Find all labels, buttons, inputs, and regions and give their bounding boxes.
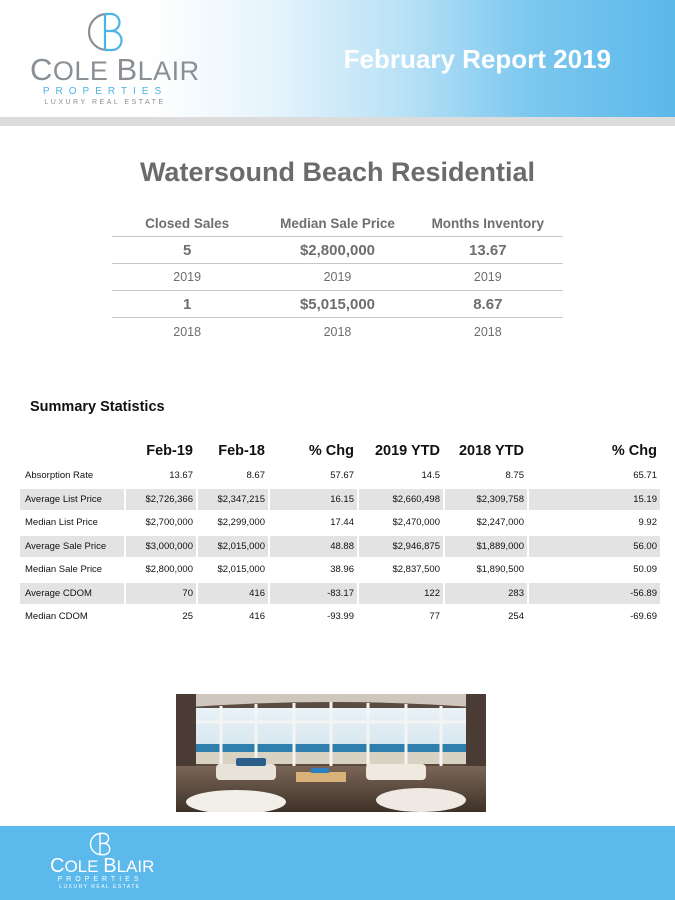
table-row bbox=[20, 558, 670, 582]
table-cell: 77 bbox=[429, 611, 440, 623]
row-label: Average CDOM bbox=[20, 583, 124, 604]
page-title: Watersound Beach Residential bbox=[139, 157, 536, 187]
table-row bbox=[20, 488, 670, 512]
kpi-value: 5 bbox=[182, 241, 192, 259]
summary-table bbox=[20, 438, 670, 629]
table-cell: 56.00 bbox=[529, 536, 660, 557]
page-footer bbox=[0, 826, 675, 900]
kpi-value-row bbox=[112, 237, 563, 264]
column-header: % Chg bbox=[308, 443, 354, 459]
kpi-value: $2,800,000 bbox=[299, 241, 376, 259]
kpi-year: 2019 bbox=[173, 270, 202, 284]
table-cell: 416 bbox=[249, 611, 265, 623]
table-cell: 283 bbox=[445, 583, 527, 604]
table-cell: 122 bbox=[359, 583, 443, 604]
kpi-value-row bbox=[112, 291, 563, 318]
row-label: Median CDOM bbox=[25, 611, 88, 623]
row-label: Absorption Rate bbox=[25, 470, 94, 482]
table-cell: $2,015,000 bbox=[217, 564, 265, 576]
table-cell: 8.75 bbox=[505, 470, 524, 482]
table-cell: -56.89 bbox=[529, 583, 660, 604]
kpi-year: 2019 bbox=[323, 270, 352, 284]
cb-monogram-icon bbox=[85, 10, 125, 54]
table-cell: 65.71 bbox=[633, 470, 657, 482]
kpi-header: Months Inventory bbox=[431, 215, 545, 231]
kpi-header: Median Sale Price bbox=[280, 215, 395, 231]
table-cell: $2,247,000 bbox=[476, 517, 524, 529]
table-cell: $2,800,000 bbox=[145, 564, 193, 576]
cb-monogram-icon bbox=[88, 831, 112, 857]
kpi-value: 8.67 bbox=[473, 295, 503, 313]
brand-tagline: LUXURY REAL ESTATE bbox=[44, 99, 166, 106]
table-cell: 17.44 bbox=[330, 517, 354, 529]
column-header: % Chg bbox=[611, 443, 657, 459]
table-cell: $2,470,000 bbox=[392, 517, 440, 529]
summary-header-row bbox=[20, 438, 670, 464]
kpi-year: 2019 bbox=[473, 270, 502, 284]
report-header bbox=[0, 0, 675, 117]
row-label: Median List Price bbox=[25, 517, 98, 529]
column-header: 2018 YTD bbox=[458, 443, 524, 459]
kpi-year-row bbox=[112, 264, 563, 291]
column-header: Feb-19 bbox=[146, 443, 193, 459]
table-cell: 9.92 bbox=[638, 517, 657, 529]
brand-logo bbox=[30, 10, 200, 110]
table-row bbox=[20, 582, 670, 606]
kpi-year: 2018 bbox=[323, 324, 352, 339]
table-cell: 254 bbox=[508, 611, 524, 623]
header-divider bbox=[0, 117, 675, 126]
table-cell: 25 bbox=[182, 611, 193, 623]
table-cell: -83.17 bbox=[270, 583, 357, 604]
kpi-header-row bbox=[112, 210, 563, 237]
summary-title: Summary Statistics bbox=[30, 399, 165, 415]
table-cell: $1,890,500 bbox=[476, 564, 524, 576]
kpi-year-row bbox=[112, 318, 563, 345]
table-row bbox=[20, 605, 670, 629]
living-room-illustration bbox=[176, 694, 486, 812]
table-cell: 14.5 bbox=[421, 470, 440, 482]
kpi-table bbox=[112, 210, 563, 345]
report-title: February Report 2019 bbox=[343, 44, 611, 74]
table-row bbox=[20, 464, 670, 488]
footer-logo bbox=[50, 831, 155, 891]
table-cell: -69.69 bbox=[630, 611, 657, 623]
kpi-year: 2018 bbox=[473, 324, 502, 339]
table-cell: $2,347,215 bbox=[198, 489, 268, 510]
column-header: 2019 YTD bbox=[374, 443, 440, 459]
table-cell: 15.19 bbox=[529, 489, 660, 510]
brand-name: COLE BLAIR bbox=[30, 52, 200, 87]
table-cell: 416 bbox=[198, 583, 268, 604]
footer-brand-name: COLE BLAIR bbox=[50, 855, 155, 877]
table-cell: 70 bbox=[126, 583, 196, 604]
table-cell: $2,837,500 bbox=[392, 564, 440, 576]
table-cell: 13.67 bbox=[169, 470, 193, 482]
kpi-value: $5,015,000 bbox=[299, 295, 376, 313]
table-row bbox=[20, 511, 670, 535]
kpi-header: Closed Sales bbox=[145, 215, 230, 231]
kpi-value: 13.67 bbox=[469, 241, 507, 259]
table-cell: $2,726,366 bbox=[126, 489, 196, 510]
footer-brand-subtitle: PROPERTIES bbox=[57, 876, 143, 883]
table-cell: $2,946,875 bbox=[359, 536, 443, 557]
table-cell: $1,889,000 bbox=[445, 536, 527, 557]
table-cell: 50.09 bbox=[633, 564, 657, 576]
row-label: Median Sale Price bbox=[25, 564, 103, 576]
column-header: Feb-18 bbox=[218, 443, 265, 459]
table-row bbox=[20, 535, 670, 559]
property-photo bbox=[176, 694, 486, 812]
table-cell: 8.67 bbox=[246, 470, 265, 482]
table-cell: $3,000,000 bbox=[126, 536, 196, 557]
table-cell: $2,660,498 bbox=[359, 489, 443, 510]
table-cell: $2,299,000 bbox=[217, 517, 265, 529]
table-cell: $2,309,758 bbox=[445, 489, 527, 510]
table-cell: $2,015,000 bbox=[198, 536, 268, 557]
brand-subtitle: PROPERTIES bbox=[42, 86, 168, 97]
row-label: Average List Price bbox=[20, 489, 124, 510]
table-cell: 48.88 bbox=[270, 536, 357, 557]
table-cell: 57.67 bbox=[330, 470, 354, 482]
table-cell: $2,700,000 bbox=[145, 517, 193, 529]
kpi-year: 2018 bbox=[173, 324, 202, 339]
table-cell: 16.15 bbox=[270, 489, 357, 510]
kpi-value: 1 bbox=[182, 295, 192, 313]
table-cell: 38.96 bbox=[330, 564, 354, 576]
row-label: Average Sale Price bbox=[20, 536, 124, 557]
table-cell: -93.99 bbox=[327, 611, 354, 623]
footer-brand-tagline: LUXURY REAL ESTATE bbox=[59, 884, 141, 890]
